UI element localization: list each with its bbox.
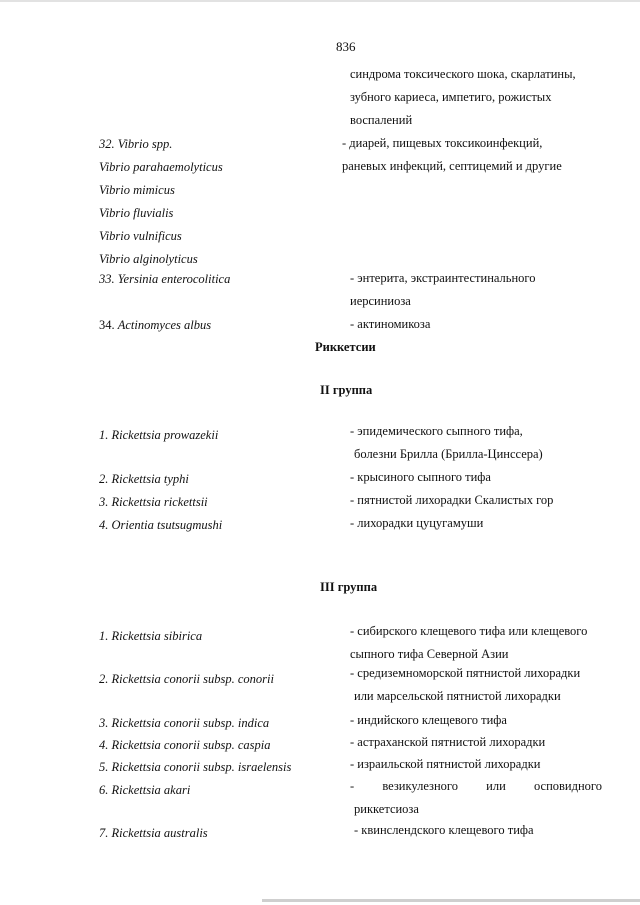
disease-description: - крысиного сыпного тифа [350, 470, 491, 484]
organism-name: 3. Rickettsia conorii subsp. indica [99, 716, 270, 730]
group-heading: II группа [320, 383, 373, 397]
organism-name: 4. Orientia tsutsugmushi [99, 518, 223, 532]
disease-description: болезни Брилла (Брилла-Цинссера) [354, 447, 543, 461]
disease-description: риккетсиоза [354, 802, 419, 816]
disease-description: или марсельской пятнистой лихорадки [354, 689, 561, 703]
organism-name: 5. Rickettsia conorii subsp. israelensis [99, 760, 292, 774]
organism-name: 3. Rickettsia rickettsii [99, 495, 208, 509]
disease-description: раневых инфекций, септицемий и другие [342, 159, 562, 173]
disease-description: - энтерита, экстраинтестинального [350, 271, 536, 285]
disease-description: - астраханской пятнистой лихорадки [350, 735, 546, 749]
disease-description: - квинслендского клещевого тифа [354, 823, 534, 837]
organism-species: Actinomyces albus [117, 318, 212, 332]
page-bottom-edge [262, 899, 640, 902]
continuation-line: зубного кариеса, импетиго, рожистых [350, 90, 552, 104]
organism-name: Vibrio fluvialis [99, 206, 174, 220]
organism-name: 2. Rickettsia conorii subsp. conorii [99, 672, 274, 686]
organism-name: 6. Rickettsia akari [99, 783, 191, 797]
organism-name: Vibrio vulnificus [99, 229, 182, 243]
disease-description: - пятнистой лихорадки Скалистых гор [350, 493, 554, 507]
justified-word: осповидного [533, 779, 602, 793]
disease-description: - израильской пятнистой лихорадки [350, 757, 541, 771]
organism-number: 34. [99, 318, 115, 332]
organism-name: 2. Rickettsia typhi [99, 472, 189, 486]
organism-name: 33. Yersinia enterocolitica [99, 272, 231, 286]
disease-description: - сибирского клещевого тифа или клещевого [350, 624, 588, 638]
organism-name: 4. Rickettsia conorii subsp. caspia [99, 738, 271, 752]
organism-name: Vibrio mimicus [99, 183, 175, 197]
disease-description: - эпидемического сыпного тифа, [350, 424, 523, 438]
organism-name [99, 318, 211, 333]
disease-description: иерсиниоза [350, 294, 411, 308]
justified-word: или [486, 779, 506, 793]
disease-description: сыпного тифа Северной Азии [350, 647, 509, 661]
continuation-line: воспалений [350, 113, 413, 127]
disease-description: - лихорадки цуцугамуши [350, 516, 484, 530]
organism-name: 7. Rickettsia australis [99, 826, 208, 840]
organism-name: Vibrio alginolyticus [99, 252, 198, 266]
justified-word: везикулезного [382, 779, 458, 793]
disease-description: - средиземноморской пятнистой лихорадки [350, 666, 581, 680]
disease-description: - индийского клещевого тифа [350, 713, 507, 727]
section-heading: Риккетсии [315, 340, 376, 354]
disease-description: - диарей, пищевых токсикоинфекций, [342, 136, 543, 150]
page-top-edge [0, 0, 640, 2]
organism-name: Vibrio parahaemolyticus [99, 160, 223, 174]
organism-name: 1. Rickettsia prowazekii [99, 428, 219, 442]
group-heading: III группа [320, 580, 378, 594]
disease-description: - актиномикоза [350, 317, 431, 331]
organism-name: 32. Vibrio spp. [99, 137, 173, 151]
page-number: 836 [336, 39, 356, 54]
disease-description-justified [350, 779, 602, 794]
organism-name: 1. Rickettsia sibirica [99, 629, 203, 643]
justified-word: - [350, 779, 355, 793]
continuation-line: синдрома токсического шока, скарлатины, [350, 67, 576, 81]
